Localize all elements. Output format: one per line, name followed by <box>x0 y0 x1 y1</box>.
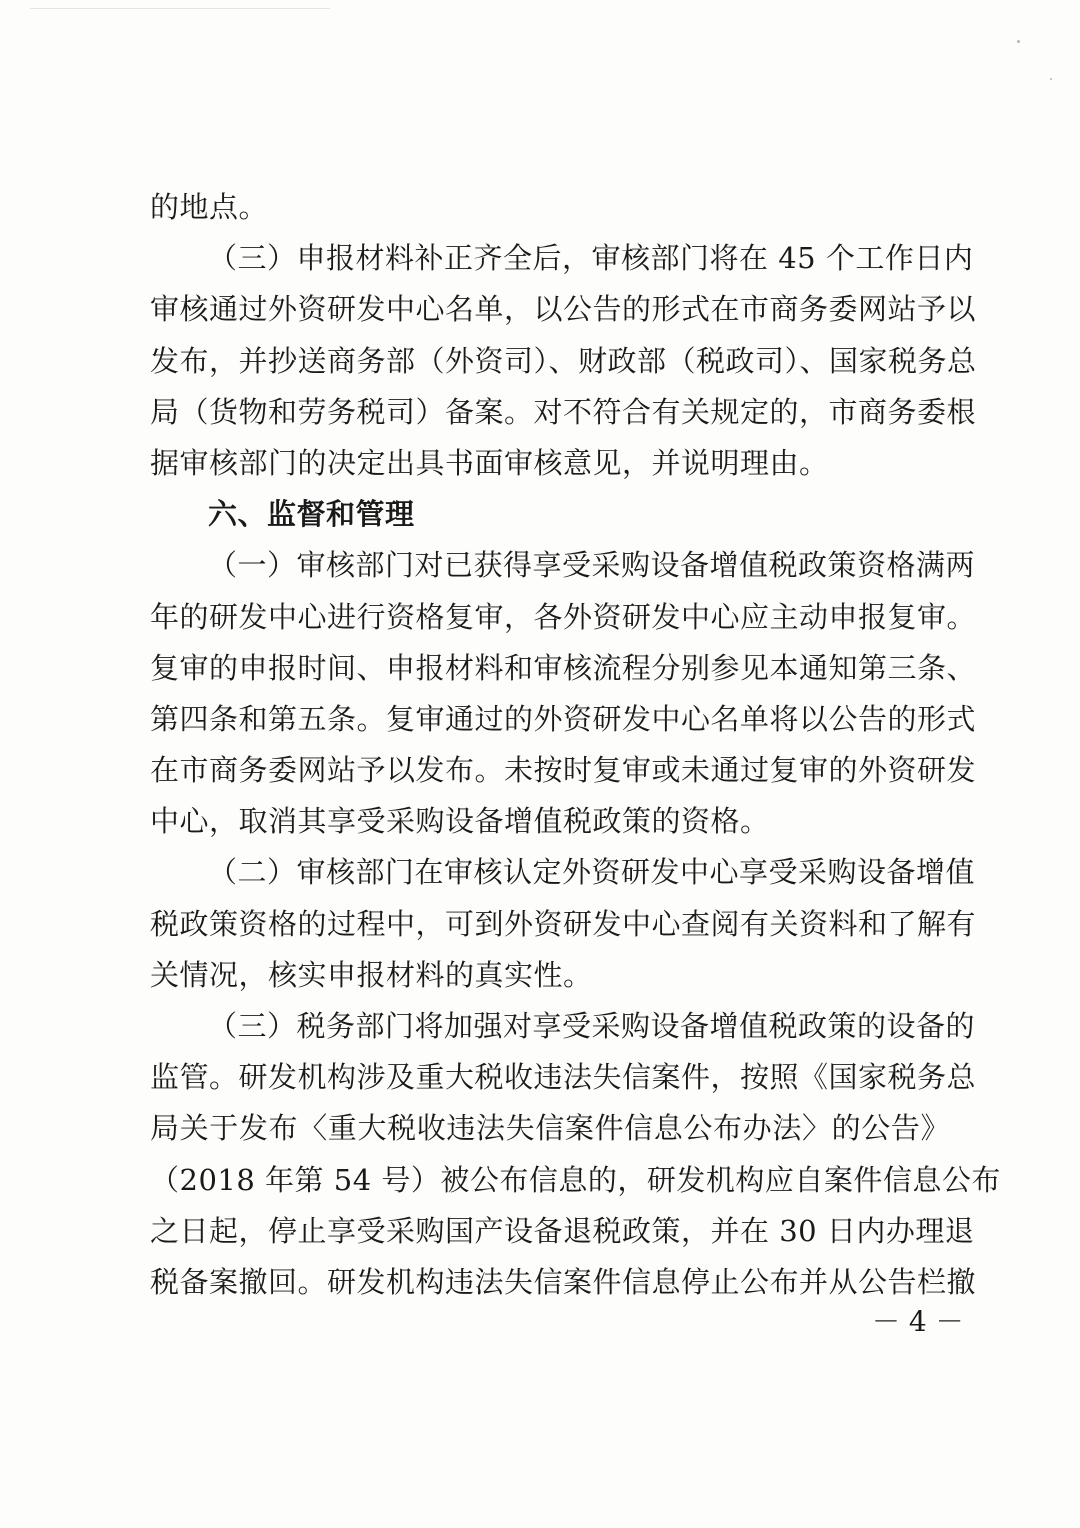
text-line: 关情况，核实申报材料的真实性。 <box>150 957 593 992</box>
text-line: 在市商务委网站予以发布。未按时复审或未通过复审的外资研发 <box>150 753 977 788</box>
paragraph-start-line: （三）申报材料补正齐全后，审核部门将在 45 个工作日内 <box>208 241 974 276</box>
text-line: 之日起，停止享受采购国产设备退税政策，并在 30 日内办理退 <box>150 1213 975 1248</box>
text-line: 据审核部门的决定出具书面审核意见，并说明理由。 <box>150 445 829 480</box>
text-line: 发布，并抄送商务部（外资司）、财政部（税政司）、国家税务总 <box>150 343 977 378</box>
text-line: 局（货物和劳务税司）备案。对不符合有关规定的，市商务委根 <box>150 394 977 429</box>
text-line: 中心，取消其享受采购设备增值税政策的资格。 <box>150 804 770 839</box>
text-line: 审核通过外资研发中心名单，以公告的形式在市商务委网站予以 <box>150 292 977 327</box>
text-line: 复审的申报时间、申报材料和审核流程分别参见本通知第三条、 <box>150 650 977 685</box>
scan-speck <box>1017 40 1020 43</box>
paragraph-start-line: （一）审核部门对已获得享受采购设备增值税政策资格满两 <box>208 548 976 583</box>
text-line: 的地点。 <box>150 190 269 224</box>
text-line: 第四条和第五条。复审通过的外资研发中心名单将以公告的形式 <box>150 701 977 736</box>
page-number: － 4 － <box>872 1305 964 1338</box>
body-text <box>150 182 1001 1308</box>
text-line: 税政策资格的过程中，可到外资研发中心查阅有关资料和了解有 <box>150 906 977 941</box>
paragraph-start-line: （三）税务部门将加强对享受采购设备增值税政策的设备的 <box>208 1009 976 1043</box>
text-line: 税备案撤回。研发机构违法失信案件信息停止公布并从公告栏撤 <box>150 1264 977 1299</box>
scan-artifact-line <box>30 8 330 9</box>
paragraph-start-line: （二）审核部门在审核认定外资研发中心享受采购设备增值 <box>208 855 976 890</box>
text-line: 年的研发中心进行资格复审，各外资研发中心应主动申报复审。 <box>150 599 977 634</box>
text-line: 监管。研发机构涉及重大税收违法失信案件，按照《国家税务总 <box>150 1060 977 1095</box>
section-heading: 六、监督和管理 <box>208 497 415 532</box>
text-line: （2018 年第 54 号）被公布信息的，研发机构应自案件信息公布 <box>150 1162 1001 1197</box>
scan-speck <box>1050 78 1052 80</box>
text-line: 局关于发布〈重大税收违法失信案件信息公布办法〉的公告》 <box>150 1111 950 1146</box>
